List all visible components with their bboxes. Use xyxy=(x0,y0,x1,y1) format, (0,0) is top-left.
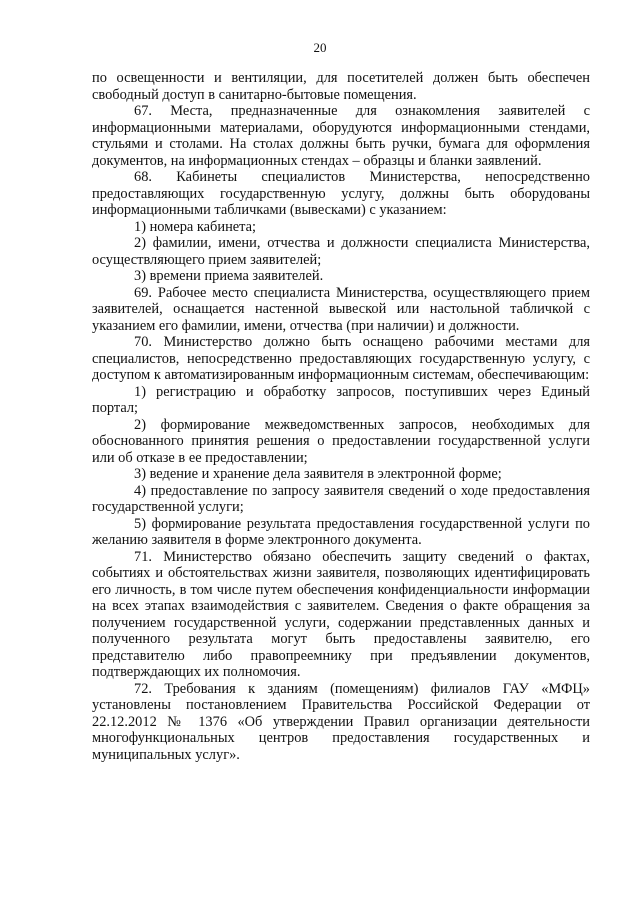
list-item-70-5: 5) формирование результата предоставления государственной услуги по желанию заявителя в форме электронного документа. xyxy=(92,515,590,548)
paragraph-72: 72. Требования к зданиям (помещениям) филиалов ГАУ «МФЦ» установлены постановлением Правительства Российской Федерации от 22.12.2012 № 1376 «Об утверждении Правил организации деятельности многофункциональных центров предоставления государственных и муниципальных услуг». xyxy=(92,680,590,763)
paragraph-68: 68. Кабинеты специалистов Министерства, непосредственно предоставляющих государственную услугу, должны быть оборудованы информационными табличками (вывесками) с указанием: xyxy=(92,169,590,218)
list-item-70-3: 3) ведение и хранение дела заявителя в электронной форме; xyxy=(134,466,502,482)
list-item-70-2: 2) формирование межведомственных запросов, необходимых для обоснованного принятия решения о предоставлении государственной услуги или об отказе в ее предоставлении; xyxy=(92,416,590,466)
paragraph-67: 67. Места, предназначенные для ознакомления заявителей с информационными материалами, оборудуются информационными стендами, стульями и столами. На столах должны быть ручки, бумага для оформления документов, на информационных стендах – образцы и бланки заявлений. xyxy=(92,103,590,169)
list-item-70-1: 1) регистрацию и обработку запросов, поступивших через Единый портал; xyxy=(92,383,590,416)
paragraph-69: 69. Рабочее место специалиста Министерства, осуществляющего прием заявителей, оснащается настенной вывеской или настольной табличкой с указанием его фамилии, имени, отчества (при наличии) и должности. xyxy=(92,284,590,334)
paragraph-71: 71. Министерство обязано обеспечить защиту сведений о фактах, событиях и обстоятельствах жизни заявителя, позволяющих идентифицировать его личность, в том числе путем обеспечения конфиденциальности информации на всех этапах взаимодействия с заявителем. Сведения о факте обращения за получением государственной услуги, содержании представленных данных и полученного результата могут быть предоставлены заявителю, его представителю либо правопреемнику при предъявлении документов, подтверждающих их полномочия. xyxy=(92,548,590,680)
paragraph-70: 70. Министерство должно быть оснащено рабочими местами для специалистов, непосредственно предоставляющих государственную услугу, с доступом к автоматизированным информационным системам, обеспечивающим: xyxy=(92,334,590,383)
list-item-68-2: 2) фамилии, имени, отчества и должности специалиста Министерства, осуществляющего прием заявителей; xyxy=(92,235,590,268)
paragraph-continuation: по освещенности и вентиляции, для посетителей должен быть обеспечен свободный доступ в санитарно-бытовые помещения. xyxy=(92,70,590,103)
list-item-68-1: 1) номера кабинета; xyxy=(134,218,257,235)
page-number: 20 xyxy=(313,40,327,55)
list-item-70-4: 4) предоставление по запросу заявителя сведений о ходе предоставления государственной услуги; xyxy=(92,482,590,515)
document-body xyxy=(92,70,590,763)
list-item-68-3: 3) времени приема заявителей. xyxy=(134,268,324,284)
